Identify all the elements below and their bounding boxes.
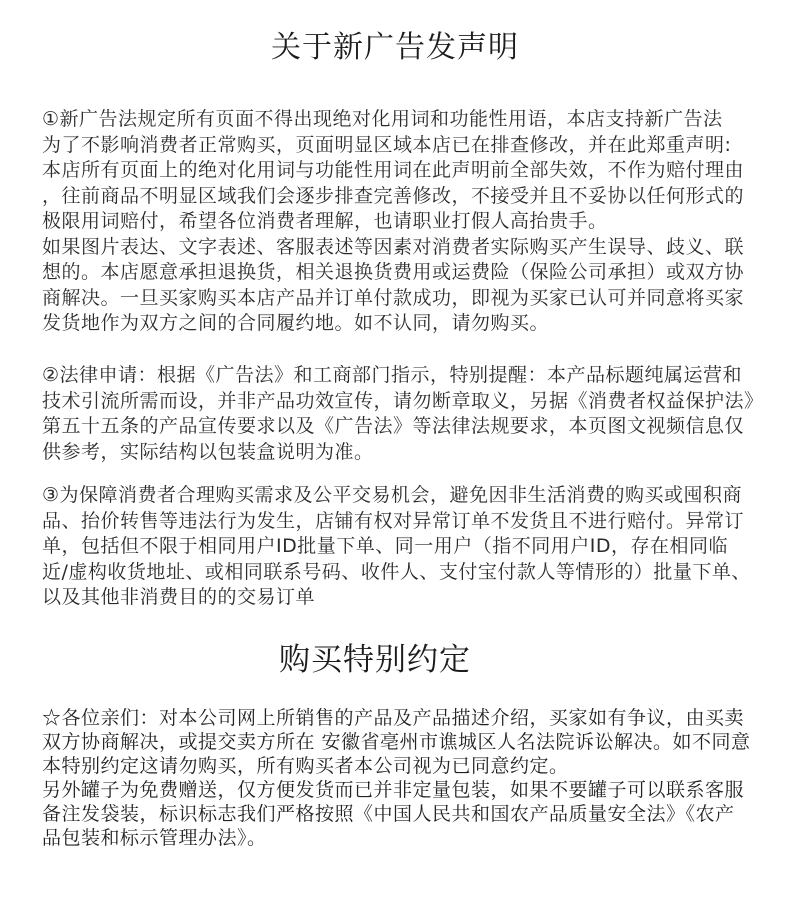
section-1-line-3: 本店所有页面上的绝对化用词与功能性用词在此声明前全部失效，不作为赔付理由 bbox=[42, 159, 745, 181]
agreement-section bbox=[42, 706, 782, 850]
agreement-line-1: ☆各位亲们：对本公司网上所销售的产品及产品描述介绍，买家如有争议，由买卖 bbox=[42, 707, 745, 729]
section-1-line-5: 极限用词赔付，希望各位消费者理解，也请职业打假人高抬贵手。 bbox=[42, 210, 608, 232]
section-3-line-2: 品、抬价转售等违法行为发生，店铺有权对异常订单不发货且不进行赔付。异常订 bbox=[42, 509, 745, 532]
section-1-line-4: ，往前商品不明显区域我们会逐步排查完善修改，不接受并且不妥协以任何形式的 bbox=[42, 184, 745, 207]
notice-section-1 bbox=[42, 107, 782, 337]
notice-section-3 bbox=[42, 483, 782, 611]
section-1-line-1: ①新广告法规定所有页面不得出现绝对化用词和功能性用语，本店支持新广告法 bbox=[42, 108, 723, 130]
agreement-title: 购买特别约定 bbox=[279, 642, 471, 678]
notice-section-2 bbox=[42, 363, 782, 465]
section-3-line-4: 近/虚构收货地址、或相同联系号码、收件人、支付宝付款人等情形的）批量下单、 bbox=[42, 560, 751, 583]
section-3-line-3: 单，包括但不限于相同用户ID批量下单、同一用户（指不同用户ID，存在相同临 bbox=[42, 535, 728, 557]
section-3-line-1: ③为保障消费者合理购买需求及公平交易机会，避免因非生活消费的购买或囤积商 bbox=[42, 484, 743, 506]
section-1-line-7: 想的。本店愿意承担退换货，相关退换货费用或运费险（保险公司承担）或双方协 bbox=[42, 261, 745, 283]
agreement-line-2: 双方协商解决，或提交卖方所在 安徽省亳州市谯城区人名法院诉讼解决。如不同意 bbox=[42, 731, 751, 753]
section-1-line-9: 发货地作为双方之间的合同履约地。如不认同，请勿购买。 bbox=[42, 312, 550, 334]
section-3-line-5: 以及其他非消费目的的交易订单 bbox=[42, 586, 316, 608]
section-2-line-3: 第五十五条的产品宣传要求以及《广告法》等法律法规要求，本页图文视频信息仅 bbox=[42, 415, 745, 437]
section-2-line-4: 供参考，实际结构以包装盒说明为准。 bbox=[42, 440, 374, 463]
section-1-line-8: 商解决。一旦买家购买本店产品并订单付款成功，即视为买家已认可并同意将买家 bbox=[42, 286, 745, 309]
notice-title: 关于新广告发声明 bbox=[271, 30, 519, 65]
section-2-line-2: 技术引流所需而设，并非产品功效宣传，请勿断章取义，另据《消费者权益保护法》 bbox=[42, 389, 764, 412]
section-1-line-6: 如果图片表达、文字表述、客服表述等因素对消费者实际购买产生误导、歧义、联 bbox=[42, 235, 745, 258]
agreement-line-4: 另外罐子为免费赠送，仅方便发货而已并非定量包装，如果不要罐子可以联系客服 bbox=[42, 779, 745, 801]
section-1-line-2: 为了不影响消费者正常购买，页面明显区域本店已在排查修改，并在此郑重声明: bbox=[42, 133, 732, 156]
agreement-line-3: 本特别约定这请勿购买，所有购买者本公司视为已同意约定。 bbox=[42, 755, 569, 777]
agreement-line-6: 品包装和标示管理办法》。 bbox=[42, 827, 267, 849]
agreement-line-5: 备注发袋装，标识标志我们严格按照《中国人民共和国农产品质量安全法》《农产 bbox=[42, 803, 735, 825]
section-2-line-1: ②法律申请：根据《广告法》和工商部门指示，特别提醒：本产品标题纯属运营和 bbox=[42, 364, 743, 386]
